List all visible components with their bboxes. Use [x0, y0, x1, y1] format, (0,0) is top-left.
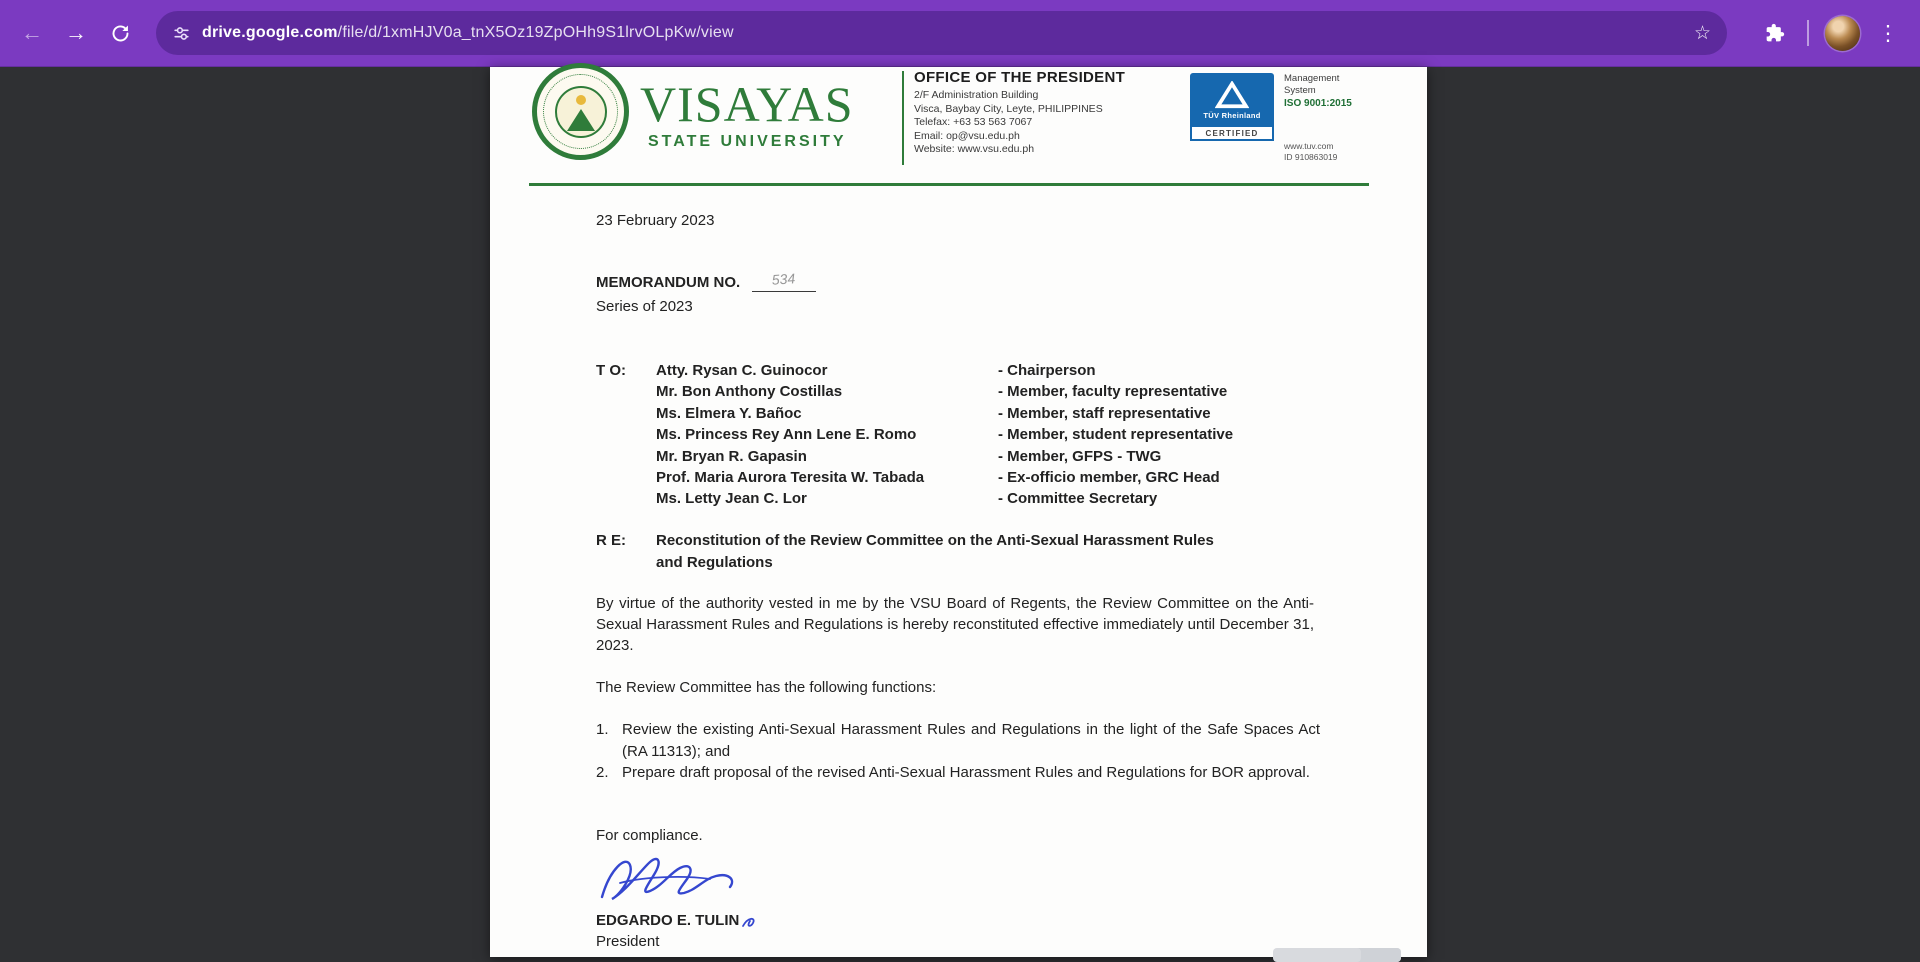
toolbar-separator	[1807, 20, 1809, 46]
list-number: 1.	[596, 721, 609, 738]
tuv-standard: ISO 9001:2015	[1284, 98, 1352, 109]
spacer	[596, 488, 656, 509]
spacer	[596, 467, 656, 488]
site-info-icon[interactable]	[172, 24, 191, 43]
to-label: T O:	[596, 362, 626, 379]
spacer	[596, 446, 656, 467]
document-viewer[interactable]	[0, 67, 1920, 957]
tuv-site: www.tuv.com	[1284, 141, 1334, 151]
recipient-role: - Member, staff representative	[998, 404, 1211, 422]
recipient-role: - Member, GFPS - TWG	[998, 447, 1162, 465]
signatory-name-line	[596, 912, 763, 929]
url-text	[202, 24, 1694, 42]
reload-icon	[110, 23, 131, 44]
letterhead-divider	[902, 71, 904, 165]
address-line: Email: op@vsu.edu.ph	[914, 129, 1020, 142]
memo-series: Series of 2023	[596, 298, 693, 315]
memo-date: 23 February 2023	[596, 212, 715, 229]
re-text: Reconstitution of the Review Committee on the Anti-Sexual Harassment Rules and Regulations	[656, 532, 1214, 571]
recipient-role: - Ex-officio member, GRC Head	[998, 469, 1220, 487]
recipient-role: - Member, faculty representative	[998, 383, 1228, 401]
recipient-name: Mr. Bon Anthony Costillas	[656, 383, 843, 401]
profile-avatar[interactable]	[1825, 16, 1860, 51]
reload-button[interactable]	[98, 11, 142, 55]
forward-button[interactable]	[54, 11, 98, 55]
memo-number-handwritten: 534	[771, 270, 797, 288]
recipient-list	[596, 360, 1233, 510]
office-address	[914, 89, 1103, 157]
memo-label: MEMORANDUM NO.	[596, 274, 741, 291]
letterhead-rule	[529, 183, 1369, 186]
signatory-name: EDGARDO E. TULIN	[596, 912, 740, 929]
office-title: OFFICE OF THE PRESIDENT	[914, 69, 1126, 86]
tuv-certified-band: CERTIFIED	[1190, 127, 1274, 141]
list-number: 2.	[596, 764, 609, 781]
university-wordmark-sub: STATE UNIVERSITY	[648, 133, 847, 150]
recipient-name: Mr. Bryan R. Gapasin	[656, 447, 807, 465]
url-path: /file/d/1xmHJV0a_tnX5Oz19ZpOHh9S1lrvOLpKw/view	[337, 24, 734, 41]
spacer	[596, 403, 656, 424]
tuv-system: Management System	[1284, 73, 1340, 96]
address-bar[interactable]	[156, 11, 1727, 55]
list-item: Prepare draft proposal of the revised Anti-Sexual Harassment Rules and Regulations for BOR approval.	[622, 764, 1310, 781]
viewer-toolbar-partial[interactable]	[1273, 948, 1401, 962]
address-line: 2/F Administration Building	[914, 89, 1039, 101]
re-label: R E:	[596, 532, 626, 549]
signatory-title: President	[596, 933, 660, 950]
recipient-name: Atty. Rysan C. Guinocor	[656, 362, 828, 379]
tuv-id: ID 910863019	[1284, 151, 1338, 162]
back-button[interactable]	[10, 11, 54, 55]
tuv-logo	[1190, 73, 1274, 127]
body-paragraph-1: By virtue of the authority vested in me by the VSU Board of Regents, the Review Committee on the Anti-Sexual Harassment Rules and Regulations is hereby reconstituted effective immediately until December 31, 2023.	[596, 595, 1314, 654]
recipient-name: Ms. Elmera Y. Bañoc	[656, 404, 802, 422]
signature-ink	[592, 849, 772, 909]
tuv-meta	[1284, 73, 1356, 110]
document-page	[490, 67, 1427, 957]
recipient-name: Prof. Maria Aurora Teresita W. Tabada	[656, 469, 925, 487]
recipient-name: Ms. Letty Jean C. Lor	[656, 490, 807, 508]
kebab-menu-icon: ⋮	[1877, 21, 1899, 45]
bookmark-button[interactable]	[1694, 22, 1711, 45]
address-line: Visca, Baybay City, Leyte, PHILIPPINES	[914, 102, 1103, 115]
address-line: Website: www.vsu.edu.ph	[914, 143, 1035, 155]
recipient-role: - Chairperson	[998, 362, 1096, 379]
signature-flourish	[741, 915, 763, 929]
url-domain: drive.google.com	[202, 24, 338, 41]
vsu-seal-logo	[532, 63, 629, 160]
tuv-certification-badge	[1190, 73, 1274, 141]
tuv-meta-secondary	[1284, 141, 1337, 162]
list-item: Review the existing Anti-Sexual Harassment Rules and Regulations in the light of the Safe Spaces Act (RA 11313); and	[622, 721, 1320, 760]
spacer	[596, 381, 656, 402]
memo-number-underline	[752, 270, 816, 292]
body-paragraph-2: The Review Committee has the following functions:	[596, 679, 937, 696]
star-icon: ☆	[1693, 22, 1711, 44]
spacer	[596, 424, 656, 445]
back-icon: ←	[21, 20, 43, 45]
seal-core	[555, 86, 607, 138]
memo-number-line	[596, 270, 816, 292]
menu-button[interactable]	[1866, 11, 1910, 55]
puzzle-icon	[1765, 23, 1785, 43]
subject-line	[596, 530, 1238, 573]
tuv-triangle-icon	[1215, 81, 1249, 109]
address-line: Telefax: +63 53 563 7067	[914, 116, 1033, 128]
closing-line: For compliance.	[596, 827, 703, 844]
recipient-role: - Committee Secretary	[998, 490, 1158, 508]
forward-icon: →	[65, 20, 87, 45]
extensions-button[interactable]	[1753, 11, 1797, 55]
recipient-name: Ms. Princess Rey Ann Lene E. Romo	[656, 426, 917, 444]
functions-list	[596, 719, 1320, 784]
recipient-role: - Member, student representative	[998, 426, 1234, 444]
university-wordmark: VISAYAS	[640, 76, 854, 132]
browser-toolbar	[0, 0, 1920, 67]
tuv-brand: TÜV Rheinland	[1203, 110, 1261, 120]
